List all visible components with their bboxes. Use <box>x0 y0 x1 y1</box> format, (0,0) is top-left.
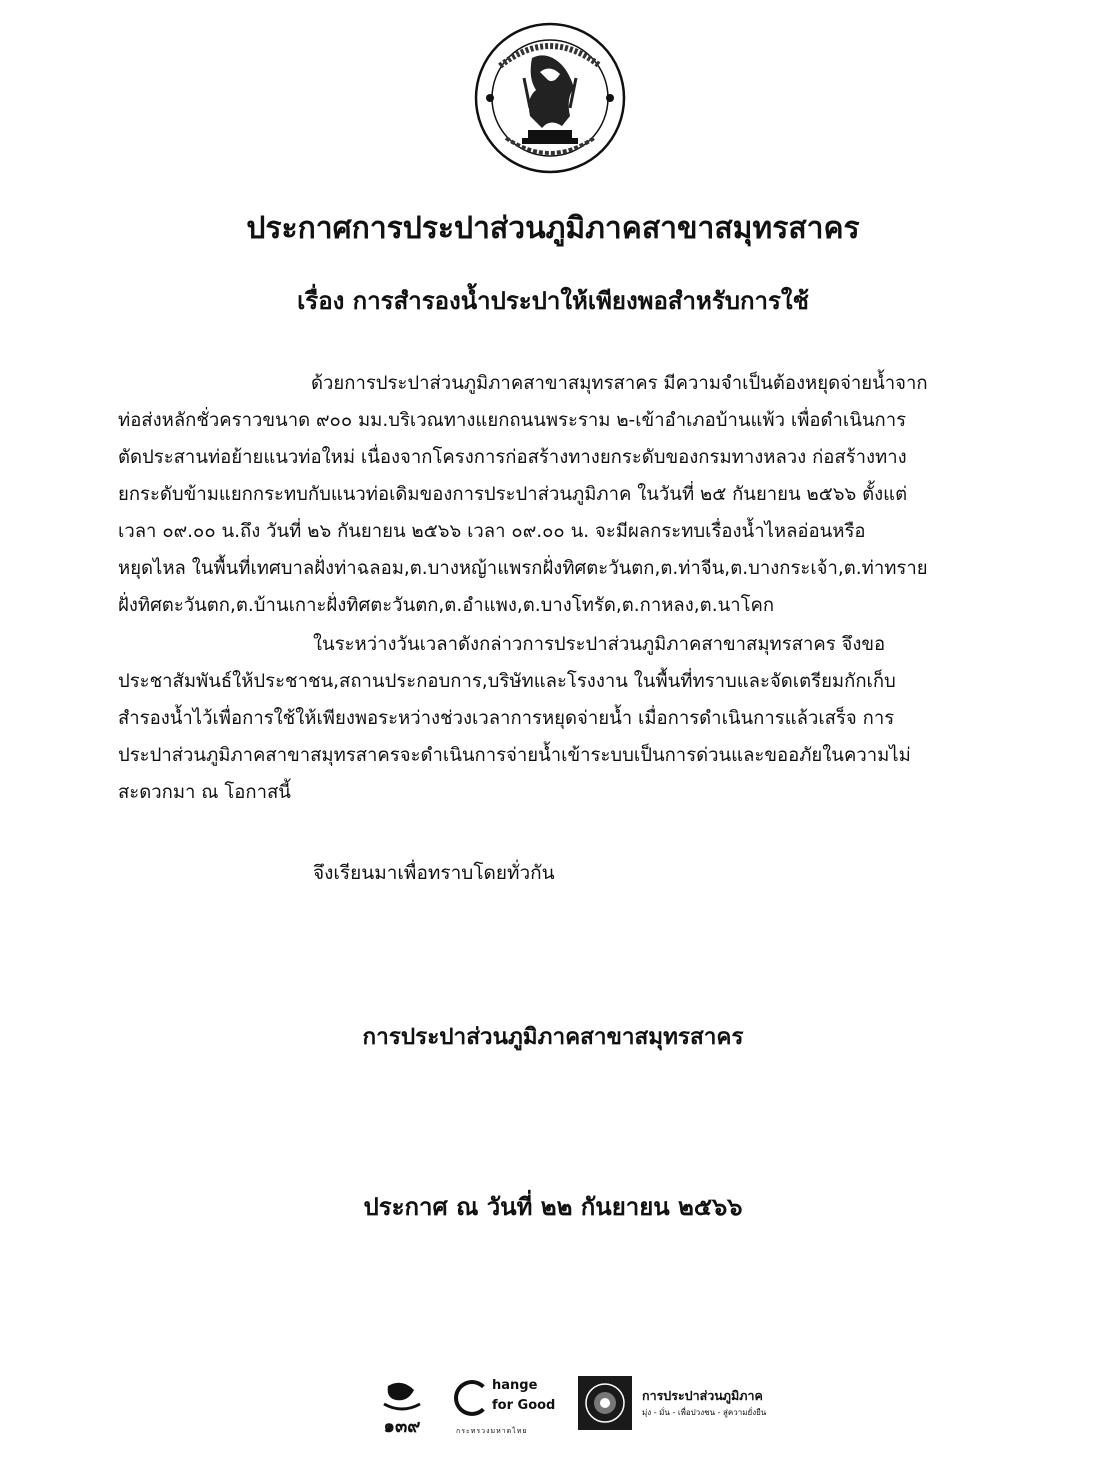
paragraph-line: ตัดประสานท่อย้ายแนวท่อใหม่ เนื่องจากโครงการก่อสร้างทางยกระดับของกรมทางหลวง ก่อสร้างทาง <box>118 447 907 468</box>
change-text: hange <box>492 1378 538 1393</box>
logo1-number: ๑๓๙ <box>383 1416 421 1436</box>
body-paragraph-1 <box>118 365 1043 624</box>
signature-block: การประปาส่วนภูมิภาคสาขาสมุทรสาคร <box>362 1024 744 1050</box>
paragraph-line: ฝั่งทิศตะวันตก,ต.บ้านเกาะฝั่งทิศตะวันตก,ต.อำแพง,ต.บางโทรัด,ต.กาหลง,ต.นาโคก <box>118 595 775 616</box>
paragraph-line: ประชาสัมพันธ์ให้ประชาชน,สถานประกอบการ,บริษัทและโรงงาน ในพื้นที่ทราบและจัดเตรียมกักเก็บ <box>118 671 896 692</box>
paragraph-line: สะดวกมา ณ โอกาสนี้ <box>118 782 291 803</box>
paragraph-line: เวลา ๐๙.๐๐ น.ถึง วันที่ ๒๖ กันยายน ๒๕๖๖ เวลา ๐๙.๐๐ น. จะมีผลกระทบเรื่องน้ำไหลอ่อนหรือ <box>118 521 866 542</box>
change-for-good-logo <box>454 1378 574 1440</box>
pwa-seal-icon <box>470 18 630 178</box>
for-good-text: for Good <box>492 1398 556 1413</box>
paragraph-line: หยุดไหล ในพื้นที่เทศบาลฝั่งท่าฉลอม,ต.บางหญ้าแพรกฝั่งทิศตะวันตก,ต.ท่าจีน,ต.บางกระเจ้า,ต.ท่าทราย <box>118 558 928 579</box>
footer-org-name: การประปาส่วนภูมิภาค <box>642 1388 763 1403</box>
paragraph-line: ด้วยการประปาส่วนภูมิภาคสาขาสมุทรสาคร มีความจำเป็นต้องหยุดจ่ายน้ำจาก <box>311 373 928 394</box>
paragraph-line: ประปาส่วนภูมิภาคสาขาสมุทรสาครจะดำเนินการจ่ายน้ำเข้าระบบเป็นการด่วนและขออภัยในความไม่ <box>118 745 911 766</box>
footer-slogan: มุ่ง - มั่น - เพื่อปวงชน - สู่ความยั่งยืน <box>642 1408 767 1417</box>
paragraph-line: สำรองน้ำไว้เพื่อการใช้ให้เพียงพอระหว่างช่วงเวลาการหยุดจ่ายน้ำ เมื่อการดำเนินการแล้วเสร็จ การ <box>118 708 895 729</box>
footer-logos <box>0 1372 1106 1444</box>
paragraph-line: ท่อส่งหลักชั่วคราวขนาด ๙๐๐ มม.บริเวณทางแยกถนนพระราม ๒-เข้าอำเภอบ้านแพ้ว เพื่อดำเนินการ <box>118 410 907 431</box>
announcement-subject: เรื่อง การสำรองน้ำประปาให้เพียงพอสำหรับการใช้ <box>297 287 809 315</box>
pwa-anniversary-logo-icon <box>378 1380 426 1436</box>
pwa-square-logo-icon <box>578 1376 632 1430</box>
announcement-title: ประกาศการประปาส่วนภูมิภาคสาขาสมุทรสาคร <box>246 211 860 246</box>
ministry-text: กระทรวงมหาดไทย <box>456 1427 528 1435</box>
paragraph-line: ยกระดับข้ามแยกกระทบกับแนวท่อเดิมของการประปาส่วนภูมิภาค ในวันที่ ๒๕ กันยายน ๒๕๖๖ ตั้งแต่ <box>118 484 908 505</box>
paragraph-line: ในระหว่างวันเวลาดังกล่าวการประปาส่วนภูมิภาคสาขาสมุทรสาคร จึงขอ <box>313 634 886 655</box>
c-letter-icon <box>454 1380 490 1416</box>
closing-text: จึงเรียนมาเพื่อทราบโดยทั่วกัน <box>313 862 555 884</box>
announcement-date: ประกาศ ณ วันที่ ๒๒ กันยายน ๒๕๖๖ <box>363 1193 743 1221</box>
body-paragraph-2 <box>118 626 1043 811</box>
